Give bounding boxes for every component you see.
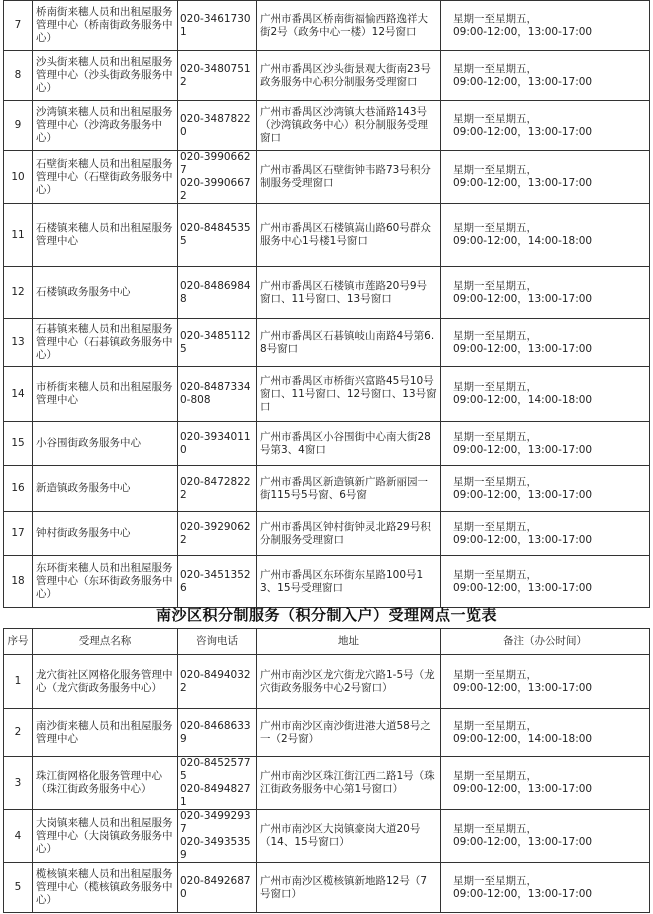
office-hours-line: 09:00-12:00，13:00-17:00 [453, 342, 593, 355]
office-hours [441, 151, 650, 204]
outlet-name: 大岗镇来穗人员和出租屋服务管理中心（大岗镇政务服务中心） [33, 810, 178, 863]
nansha-table-body [4, 655, 650, 913]
table-row [4, 367, 650, 422]
outlet-address: 广州市番禺区东环街东星路100号13、15号受理窗口 [257, 556, 441, 608]
office-hours-line: 09:00-12:00，13:00-17:00 [453, 581, 593, 594]
row-number: 17 [4, 512, 33, 556]
office-hours-line: 09:00-12:00，13:00-17:00 [453, 533, 593, 546]
outlet-address: 广州市番禺区石楼镇嵩山路60号群众服务中心1号楼1号窗口 [257, 204, 441, 267]
table-row [4, 709, 650, 757]
row-number: 16 [4, 466, 33, 512]
outlet-name: 沙头街来穗人员和出租屋服务管理中心（沙头街政务服务中心） [33, 51, 178, 101]
outlet-address: 广州市南沙区榄核镇新地路12号（7号窗口） [257, 863, 441, 913]
table-row [4, 101, 650, 151]
phone-number: 020-84845355 [178, 204, 257, 267]
phone-number: 020-84686339 [178, 709, 257, 757]
office-hours-line: 09:00-12:00，13:00-17:00 [453, 836, 593, 848]
outlet-address: 广州市南沙区珠江街江西二路1号（珠江街政务服务中心第1号窗口） [257, 757, 441, 810]
outlet-name: 榄核镇来穗人员和出租屋服务管理中心（榄核镇政务服务中心） [33, 863, 178, 913]
office-hours-line: 星期一至星期五， [453, 222, 537, 234]
table-row [4, 1, 650, 51]
office-hours-line: 星期一至星期五， [453, 164, 537, 176]
outlet-name: 沙湾镇来穗人员和出租屋服务管理中心（沙湾政务服务中心） [33, 101, 178, 151]
office-hours-line: 星期一至星期五， [453, 568, 537, 581]
outlet-address: 广州市番禺区石壁街钟韦路73号积分制服务受理窗口 [257, 151, 441, 204]
outlet-name: 小谷围街政务服务中心 [33, 422, 178, 466]
outlet-name: 市桥街来穗人员和出租屋服务管理中心 [33, 367, 178, 422]
table-row [4, 319, 650, 367]
office-hours-line: 09:00-12:00，13:00-17:00 [453, 887, 593, 900]
office-hours-line: 09:00-12:00，13:00-17:00 [453, 443, 593, 456]
phone-number: 020-34617301 [178, 1, 257, 51]
outlet-name: 龙穴街社区网格化服务管理中心（龙穴街政务服务中心） [33, 655, 178, 709]
table-row [4, 757, 650, 810]
nansha-header-row [4, 629, 650, 655]
phone-number: 020-39906627 020-39906672 [178, 151, 257, 204]
office-hours-line: 星期一至星期五， [453, 430, 537, 443]
office-hours-line: 星期一至星期五， [453, 770, 537, 782]
office-hours-line: 09:00-12:00，13:00-17:00 [453, 125, 593, 138]
header-note: 备注（办公时间） [441, 629, 650, 655]
office-hours-line: 09:00-12:00，13:00-17:00 [453, 25, 593, 38]
office-hours-line: 09:00-12:00，13:00-17:00 [453, 488, 593, 501]
office-hours-line: 09:00-12:00，14:00-18:00 [453, 394, 593, 406]
office-hours-line: 星期一至星期五， [453, 475, 537, 488]
header-address: 地址 [257, 629, 441, 655]
office-hours [441, 422, 650, 466]
phone-number: 020-34992937 020-34935359 [178, 810, 257, 863]
office-hours-line: 星期一至星期五， [453, 668, 537, 681]
phone-number: 020-39290622 [178, 512, 257, 556]
office-hours-line: 09:00-12:00，13:00-17:00 [453, 681, 593, 694]
table-row [4, 51, 650, 101]
office-hours-line: 09:00-12:00，14:00-18:00 [453, 235, 593, 247]
row-number: 13 [4, 319, 33, 367]
phone-number: 020-39340110 [178, 422, 257, 466]
office-hours [441, 1, 650, 51]
row-number: 10 [4, 151, 33, 204]
table-row [4, 422, 650, 466]
table-row [4, 810, 650, 863]
outlet-name: 石楼镇政务服务中心 [33, 267, 178, 319]
phone-number: 020-84869848 [178, 267, 257, 319]
phone-number: 020-84728222 [178, 466, 257, 512]
office-hours-line: 星期一至星期五， [453, 520, 537, 533]
office-hours-line: 星期一至星期五， [453, 719, 537, 732]
outlet-address: 广州市南沙区龙穴街龙穴路1-5号（龙穴街政务服务中心2号窗口） [257, 655, 441, 709]
outlet-name: 石壁街来穗人员和出租屋服务管理中心（石壁街政务服务中心） [33, 151, 178, 204]
outlet-address: 广州市番禺区石楼镇市莲路20号9号窗口、11号窗口、13号窗口 [257, 267, 441, 319]
table-row [4, 466, 650, 512]
header-phone: 咨询电话 [178, 629, 257, 655]
office-hours-line: 星期一至星期五， [453, 381, 537, 393]
row-number: 4 [4, 810, 33, 863]
office-hours [441, 101, 650, 151]
outlet-address: 广州市南沙区大岗镇豪岗大道20号（14、15号窗口） [257, 810, 441, 863]
row-number: 5 [4, 863, 33, 913]
table-row [4, 267, 650, 319]
phone-number: 020-84940322 [178, 655, 257, 709]
panyu-table-body [4, 1, 650, 608]
office-hours-line: 星期一至星期五， [453, 329, 537, 342]
office-hours-line: 星期一至星期五， [453, 279, 537, 292]
row-number: 14 [4, 367, 33, 422]
office-hours-line: 09:00-12:00，13:00-17:00 [453, 75, 593, 88]
row-number: 9 [4, 101, 33, 151]
office-hours [441, 810, 650, 863]
outlet-name: 钟村街政务服务中心 [33, 512, 178, 556]
office-hours-line: 星期一至星期五， [453, 874, 537, 887]
row-number: 7 [4, 1, 33, 51]
row-number: 12 [4, 267, 33, 319]
phone-number: 020-84873340-808 [178, 367, 257, 422]
nansha-outlets-table [3, 628, 650, 913]
outlet-address: 广州市番禺区市桥街兴富路45号10号窗口、11号窗口、12号窗口、13号窗口 [257, 367, 441, 422]
phone-number: 020-34807512 [178, 51, 257, 101]
phone-number: 020-84525775 020-84948271 [178, 757, 257, 810]
office-hours [441, 267, 650, 319]
outlet-address: 广州市南沙区南沙街进港大道58号之一（2号窗） [257, 709, 441, 757]
outlet-address: 广州市番禺区钟村街钟灵北路29号积分制服务受理窗口 [257, 512, 441, 556]
outlet-address: 广州市番禺区沙湾镇大巷涌路143号（沙湾镇政务中心）积分制服务受理窗口 [257, 101, 441, 151]
phone-number: 020-34878220 [178, 101, 257, 151]
office-hours [441, 556, 650, 608]
office-hours-line: 09:00-12:00，13:00-17:00 [453, 783, 593, 795]
office-hours-line: 星期一至星期五， [453, 62, 537, 75]
row-number: 18 [4, 556, 33, 608]
row-number: 2 [4, 709, 33, 757]
outlet-name: 珠江街网格化服务管理中心（珠江街政务服务中心） [33, 757, 178, 810]
office-hours [441, 319, 650, 367]
row-number: 15 [4, 422, 33, 466]
phone-number: 020-34851125 [178, 319, 257, 367]
outlet-name: 石碁镇来穗人员和出租屋服务管理中心（石碁镇政务服务中心） [33, 319, 178, 367]
office-hours [441, 466, 650, 512]
header-name: 受理点名称 [33, 629, 178, 655]
office-hours [441, 204, 650, 267]
outlet-address: 广州市番禺区石碁镇岐山南路4号第6.8号窗口 [257, 319, 441, 367]
row-number: 1 [4, 655, 33, 709]
nansha-table-title: 南沙区积分制服务（积分制入户）受理网点一览表 [155, 606, 497, 624]
row-number: 8 [4, 51, 33, 101]
table-row [4, 151, 650, 204]
table-row [4, 863, 650, 913]
office-hours [441, 863, 650, 913]
outlet-address: 广州市番禺区新造镇新广路新丽园一街115号5号窗、6号窗 [257, 466, 441, 512]
office-hours-line: 星期一至星期五， [453, 823, 537, 835]
outlet-name: 新造镇政务服务中心 [33, 466, 178, 512]
office-hours [441, 367, 650, 422]
row-number: 11 [4, 204, 33, 267]
outlet-name: 石楼镇来穗人员和出租屋服务管理中心 [33, 204, 178, 267]
office-hours-line: 09:00-12:00，13:00-17:00 [453, 177, 593, 189]
outlet-address: 广州市番禺区桥南街福愉西路逸祥大街2号（政务中心一楼）12号窗口 [257, 1, 441, 51]
table-row [4, 512, 650, 556]
office-hours-line: 星期一至星期五， [453, 112, 537, 125]
outlet-address: 广州市番禺区沙头街景观大街南23号政务服务中心积分制服务受理窗口 [257, 51, 441, 101]
office-hours [441, 757, 650, 810]
outlet-name: 东环街来穗人员和出租屋服务管理中心（东环街政务服务中心） [33, 556, 178, 608]
office-hours [441, 709, 650, 757]
office-hours [441, 512, 650, 556]
table-row [4, 556, 650, 608]
phone-number: 020-34513526 [178, 556, 257, 608]
table-row [4, 204, 650, 267]
row-number: 3 [4, 757, 33, 810]
phone-number: 020-84926870 [178, 863, 257, 913]
table-row [4, 655, 650, 709]
outlet-address: 广州市番禺区小谷围街中心南大街28号第3、4窗口 [257, 422, 441, 466]
outlet-name: 南沙街来穗人员和出租屋服务管理中心 [33, 709, 178, 757]
office-hours [441, 51, 650, 101]
office-hours [441, 655, 650, 709]
office-hours-line: 09:00-12:00，13:00-17:00 [453, 292, 593, 305]
panyu-outlets-table [3, 0, 650, 608]
office-hours-line: 星期一至星期五， [453, 12, 537, 25]
office-hours-line: 09:00-12:00，14:00-18:00 [453, 732, 593, 745]
header-no: 序号 [4, 629, 33, 655]
outlet-name: 桥南街来穗人员和出租屋服务管理中心（桥南街政务服务中心） [33, 1, 178, 51]
